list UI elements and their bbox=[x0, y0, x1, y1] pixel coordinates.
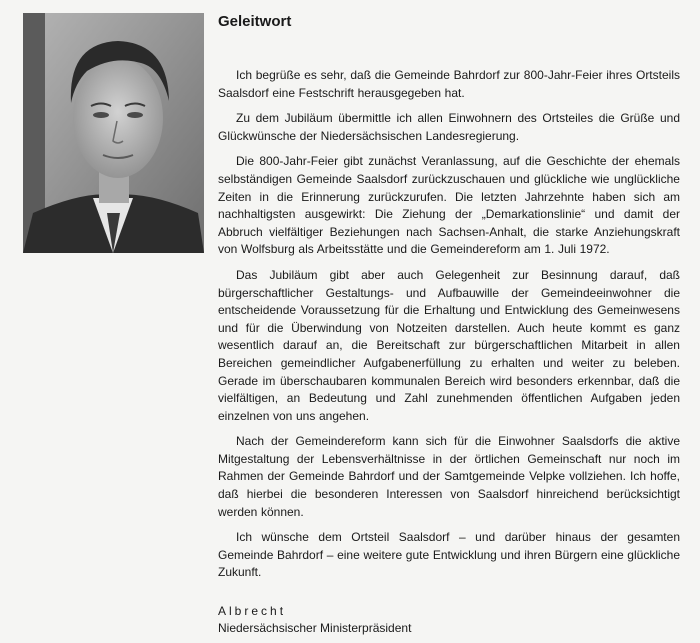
author-portrait-photo bbox=[23, 13, 204, 253]
foreword-body bbox=[218, 67, 680, 590]
paragraph: Nach der Gemeindereform kann sich für die Einwohner Saalsdorfs die aktive Mitgestaltung der Lebensverhältnisse in der örtlichen Gemeinschaft nur noch im Rahmen der Gemeinde Bahrdorf und der Samtgemeinde Velpke vollziehen. Ich hoffe, daß hierbei die besonderen Interessen von Saalsdorf hinreichend berücksichtigt werden können. bbox=[218, 434, 680, 519]
paragraph: Ich wünsche dem Ortsteil Saalsdorf – und darüber hinaus der gesamten Gemeinde Bahrdorf – eine weitere gute Entwicklung und ihren Bürgern eine glückliche Zukunft. bbox=[218, 530, 680, 580]
paragraph: Die 800-Jahr-Feier gibt zunächst Veranlassung, auf die Geschichte der ehemals selbständigen Gemeinde Saalsdorf zurückzuschauen und glückliche wie unglückliche Zeiten in die Erinnerung zurückzurufen. Die letzten Jahrzehnte haben sich am nachhaltigsten ausgewirkt: Die Ziehung der „Demarkationslinie“ und damit der Abbruch vielfältiger Beziehungen nach Sachsen-Anhalt, die starke Anziehungskraft von Wolfsburg als Arbeitsstätte und die Gemeindereform am 1. Juli 1972. bbox=[218, 154, 680, 257]
paragraph: Das Jubiläum gibt aber auch Gelegenheit zur Besinnung darauf, daß bürgerschaftlicher Gestaltungs- und Aufbauwille der Gemeindeeinwohner die entscheidende Voraussetzung für die Erhaltung und Entwicklung des Gemeinwesens und für die Überwindung von Notzeiten darstellen. Auch heute kommt es ganz wesentlich darauf an, die Bereitschaft zur bürgerschaftlichen Mitarbeit in allen Bereichen gemeindlicher Aufgabenerfüllung zu erhalten und weiter zu beleben. Gerade im überschaubaren kommunalen Bereich wird besonders erkennbar, daß die vielfältigen, an Bedeutung und Zahl zunehmenden öffentlichen Aufgaben jeden einzelnen von uns angehen. bbox=[218, 267, 680, 423]
signature-block bbox=[218, 603, 411, 637]
paragraph: Zu dem Jubiläum übermittle ich allen Einwohnern des Ortsteiles die Grüße und Glückwünsche der Niedersächsischen Landesregierung. bbox=[218, 111, 680, 143]
paragraph: Ich begrüße es sehr, daß die Gemeinde Bahrdorf zur 800-Jahr-Feier ihres Ortsteils Saalsdorf eine Festschrift herausgegeben hat. bbox=[218, 68, 680, 100]
page-title: Geleitwort bbox=[218, 13, 292, 30]
signature-role: Niedersächsischer Ministerpräsident bbox=[218, 621, 412, 635]
signature-name: Albrecht bbox=[218, 604, 287, 618]
portrait-illustration bbox=[23, 13, 204, 253]
